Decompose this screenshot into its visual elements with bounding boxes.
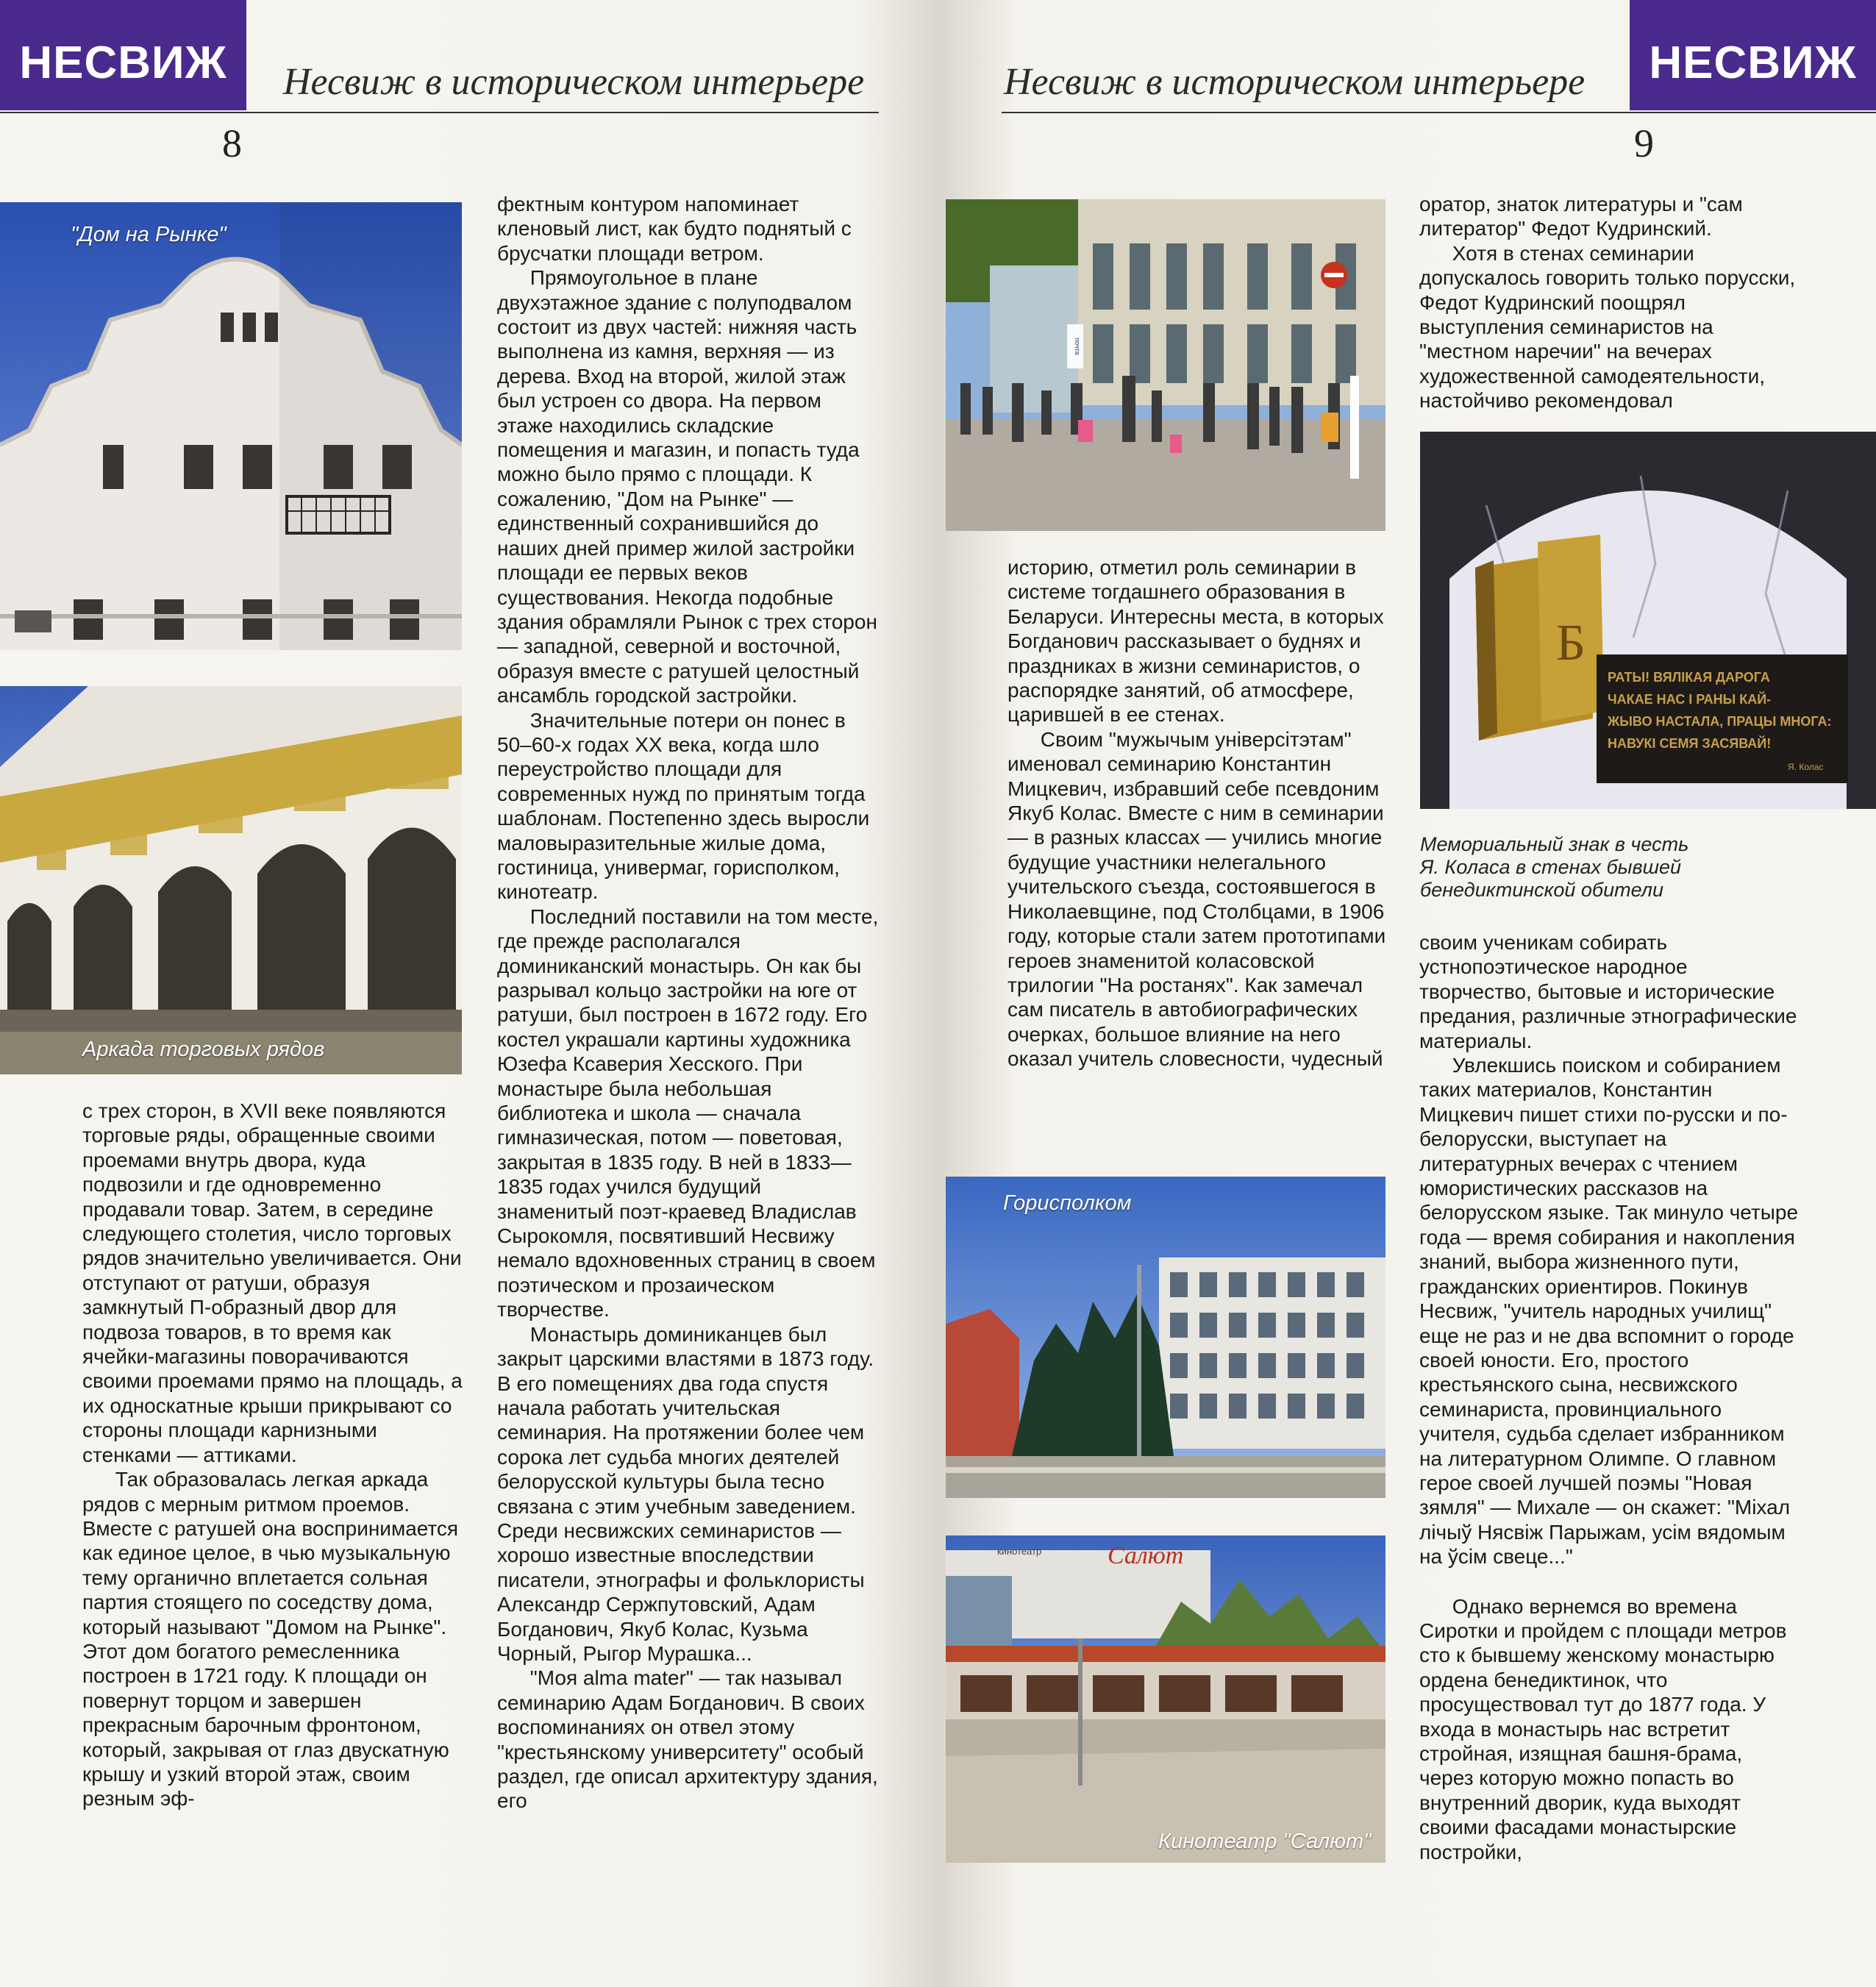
paragraph: с трех сторон, в XVII веке появляются торговые ряды, обращенные своими проемами внутрь двора, куда подвозили и где одновременно продавали товар. Затем, в середине следующего столетия, число торговых рядов значительно увеличивается. Они отступают от ратуши, образуя замкнутый П-образный двор для подвоза товаров, в то время как ячейки-магазины поворачиваются своими проемами прямо на площадь, а их односкатные крыши прикрывают со стороны площади карнизными стенками — аттиками. bbox=[82, 1099, 463, 1466]
photo-arkada-image bbox=[0, 686, 462, 1074]
right-page bbox=[943, 0, 1876, 1987]
photo-memorial-plaque bbox=[1420, 432, 1876, 809]
paragraph: Однако вернемся во времена Сиротки и пройдем с площади метров сто к бывшему женскому монастырю ордена бенедиктинок, что просуществовал тут до 1877 года. У входа в монастырь нас встретит стройная, изящная башня-брама, через которую можно попасть во внутренний дворик, куда выходят своими фасадами монастырские постройки, bbox=[1419, 1594, 1787, 1863]
paragraph: Своим "мужычым універсітэтам" именовал семинарию Константин Мицкевич, избравший себе псевдоним Якуб Колас. Вместе с ним в семинарии — в разных классах — учились многие будущие участники нелегального учительского съезда, состоявшегося в Николаевщине, под Столбцами, в 1906 году, которые стали затем прототипами героев знаменитой коласовской трилогии "На ростанях". Как замечал сам писатель в автобиографических очерках, большое влияние на него оказал учитель словесности, чудесный bbox=[1007, 727, 1386, 1071]
photo-caption: Аркада торговых рядов bbox=[82, 1038, 325, 1061]
running-title: Несвиж в историческом интерьере bbox=[1004, 61, 1586, 103]
photo-kinoteatr-salyut bbox=[946, 1535, 1385, 1863]
kino-roof-text: кинотеатр bbox=[997, 1546, 1042, 1557]
paragraph: Так образовалась легкая аркада рядов с мерным ритмом проемов. Вместе с ратушей она воспринимается как единое целое, в чью музыкальную тему органично вплетается сольная партия стоящего по соседству дома, который называют "Домом на Рынке". Этот дом богатого ремесленника построен в 1721 году. К площади он повернут торцом и завершен прекрасным барочным фронтоном, который, закрывая от глаз двускатную крышу и узкий второй этаж, своим резным эф- bbox=[82, 1468, 459, 1811]
paragraph: фектным контуром напоминает кленовый лист, как будто поднятый с брусчатки площади ветром. bbox=[497, 193, 852, 265]
paragraph: "Моя alma mater" — так назывaл семинарию Адам Богданович. В своих воспоминаниях он отвел этому "крестьянскому университету" особый раздел, где описал архитектуру здания, его bbox=[497, 1666, 878, 1813]
text-column-left-2 bbox=[497, 192, 881, 1813]
memorial-caption bbox=[1420, 833, 1688, 902]
paragraph: историю, отметил роль семинарии в системе тогдашнего образования в Беларуси. Интересны места, в которых Богданович рассказывает о буднях и праздниках в жизни семинаристов, о распорядке занятий, об атмосфере, царившей в ее стенах. bbox=[1007, 556, 1384, 727]
caption-line: Мемориальный знак в честь bbox=[1420, 833, 1689, 855]
brand-logo: НЕСВИЖ bbox=[0, 0, 246, 110]
photo-gorispolkom bbox=[946, 1177, 1385, 1498]
photo-caption: "Дом на Рынке" bbox=[71, 223, 227, 246]
photo-street-image bbox=[946, 199, 1385, 531]
plaque-signature: Я. Колас bbox=[1788, 762, 1824, 772]
paragraph: Последний поставили на том месте, где прежде располагался доминиканский монастырь. Он как бы разрывал кольцо застройки на юге от ратуши, был построен в 1672 году. Его костел украшали картины художника Юзефа Ксаверия Хесского. При монастыре была небольшая библиотека и школа — сначала гимназическая, потом — поветовая, закрытая в 1835 году. В ней в 1833—1835 годах учился будущий знаменитый поэт-краевед Владислав Сырокомля, посвятивший Несвижу немало вдохновенных страниц в своем поэтическом и прозаическом творчестве. bbox=[497, 905, 879, 1321]
photo-gorispolkom-image bbox=[946, 1177, 1385, 1498]
paragraph: Монастырь доминиканцев был закрыт царскими властями в 1873 году. В его помещениях два года спустя начала работать учительская семинария. На протяжении более чем сорока лет судьба многих деятелей белорусской культуры была тесно связана с этим учебным заведением. Среди несвижских семинаристов — хорошо известные впоследствии писатели, этнографы и фольклористы Александр Сержпутовский, Адам Богданович, Якуб Колас, Кузьма Чорный, Рыгор Мурашка... bbox=[497, 1322, 874, 1665]
text-column-right-1 bbox=[1007, 555, 1390, 1071]
paragraph: Значительные потери он понес в 50–60-х годах XX века, когда шло переустройство площади для современных нужд по принятым тогда шаблонам. Постепенно здесь выросли маловыразительные жилые дома, гостиница, универмаг, горисполком, кинотеатр. bbox=[497, 708, 870, 904]
plaque-line: РАТЫ! ВЯЛІКАЯ ДАРОГА bbox=[1608, 670, 1770, 685]
text-column-right-2-top bbox=[1419, 192, 1802, 413]
photo-arkada bbox=[0, 686, 462, 1074]
left-page bbox=[0, 0, 934, 1987]
paragraph: Хотя в стенах семинарии допускалось говорить только порусски, Федот Кудринский поощрял выступления семинаристов на "местном наречии" на вечерах художественной самодеятельности, настойчиво рекомендовал bbox=[1419, 241, 1796, 413]
photo-street bbox=[946, 199, 1385, 531]
plaque-line: ЖЫВО НАСТАЛА, ПРАЦЫ МНОГА: bbox=[1608, 714, 1832, 729]
street-sign: почта bbox=[1074, 338, 1081, 355]
photo-kinoteatr-image bbox=[946, 1535, 1385, 1863]
photo-memorial-image bbox=[1420, 432, 1876, 809]
paragraph: оратор, знаток литературы и "сам литератор" Федот Кудринский. bbox=[1419, 193, 1743, 240]
caption-line: бенедиктинской обители bbox=[1420, 879, 1663, 901]
photo-dom-na-rynke bbox=[0, 202, 462, 650]
plaque-letter: Б bbox=[1555, 615, 1586, 671]
header-rule bbox=[0, 112, 879, 113]
text-column-left-1 bbox=[82, 1099, 468, 1811]
caption-line: Я. Коласа в стенах бывшей bbox=[1420, 856, 1682, 878]
plaque-line: ЧАКАЕ НАС І РАНЫ КАЙ- bbox=[1608, 692, 1772, 707]
page-number: 8 bbox=[222, 121, 242, 165]
photo-dom-na-rynke-image bbox=[0, 202, 462, 650]
photo-caption: Кинотеатр "Салют" bbox=[1158, 1830, 1372, 1853]
plaque-line: НАВУКІ СЕМЯ ЗАСЯВАЙ! bbox=[1608, 736, 1772, 751]
text-column-right-2-bottom bbox=[1419, 930, 1802, 1864]
paragraph: Прямоугольное в плане двухэтажное здание с полуподвалом состоит из двух частей: нижняя часть выполнена из камня, верхняя — из дерева. Вход на второй, жилой этаж был устроен со двора. На первом этаже находились складские помещения и магазин, и попасть туда можно было прямо с площади. К сожалению, "Дом на Рынке" — единственный сохранившийся до наших дней пример жилой застройки площади ее первых веков существования. Некогда подобные здания обрамляли Рынок с трех сторон — западной, северной и восточной, образуя вместе с ратушей целостный ансамбль городской застройки. bbox=[497, 266, 877, 707]
header-rule bbox=[1002, 112, 1876, 113]
page-number: 9 bbox=[1634, 121, 1654, 165]
paragraph: Увлекшись поиском и собиранием таких материалов, Константин Мицкевич пишет стихи по-русски и по-белорусски, выступает на литературных вечерах с чтением юмористических рассказов на белорусском языке. Так минуло четыре года — время собирания и накопления знаний, выбора жизненного пути, гражданских ориентиров. Покинув Несвиж, "учитель народных училищ" еще не раз и не два вспомнит о городе своей юности. Его, простого крестьянского сына, несвижского семинариста, провинциального учителя, судьба сделает избранником на литературном Олимпе. О главном герое своей лучшей поэмы "Новая зямля" — Михале — он скажет: "Міхал лічыў Нясвіж Парыжам, усім вядомым на ўсім свеце..." bbox=[1419, 1054, 1799, 1569]
photo-caption: Горисполком bbox=[1003, 1191, 1132, 1215]
kino-sign: Салют bbox=[1108, 1542, 1184, 1569]
brand-logo: НЕСВИЖ bbox=[1630, 0, 1876, 110]
paragraph: своим ученикам собирать устнопоэтическое народное творчество, бытовые и исторические предания, различные этнографические материалы. bbox=[1419, 931, 1797, 1052]
running-title: Несвиж в историческом интерьере bbox=[283, 61, 865, 103]
